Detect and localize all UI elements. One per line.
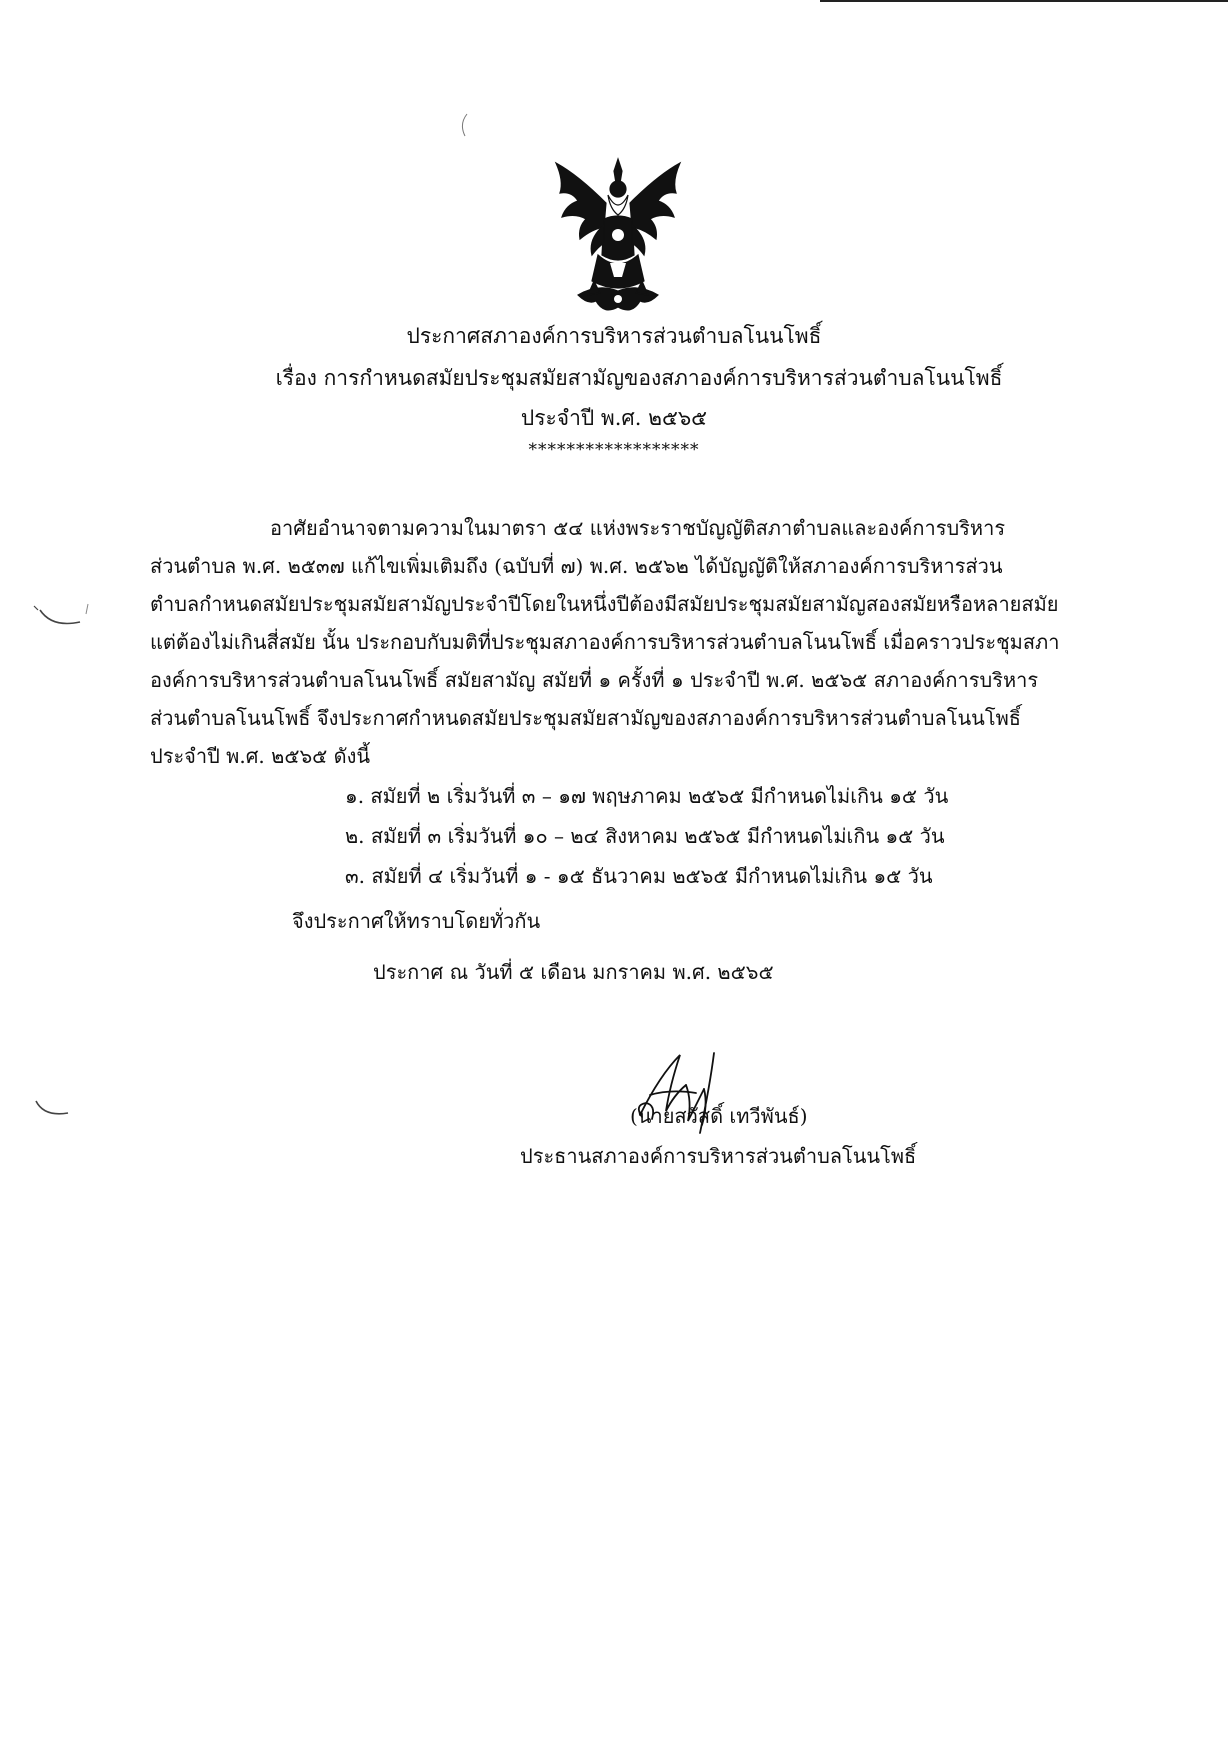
announcement-title: ประกาศสภาองค์การบริหารส่วนตำบลโนนโพธิ์: [406, 324, 822, 348]
body-line: อาศัยอำนาจตามความในมาตรา ๕๔ แห่งพระราชบัญญัติสภาตำบลและองค์การบริหาร: [270, 516, 1006, 540]
top-border-line: [820, 0, 1228, 2]
scan-mark: [455, 112, 475, 140]
body-line: องค์การบริหารส่วนตำบลโนนโพธิ์ สมัยสามัญ สมัยที่ ๑ ครั้งที่ ๑ ประจำปี พ.ศ. ๒๕๖๕ สภาองค์การบริหาร: [150, 668, 1039, 692]
body-line: ประจำปี พ.ศ. ๒๕๖๕ ดังนี้: [150, 744, 371, 768]
session-item: ๑. สมัยที่ ๒ เริ่มวันที่ ๓ – ๑๗ พฤษภาคม ๒๕๖๕ มีกำหนดไม่เกิน ๑๕ วัน: [345, 784, 949, 808]
session-item: ๓. สมัยที่ ๔ เริ่มวันที่ ๑ - ๑๕ ธันวาคม ๒๕๖๕ มีกำหนดไม่เกิน ๑๕ วัน: [345, 864, 933, 888]
body-line: แต่ต้องไม่เกินสี่สมัย นั้น ประกอบกับมติที่ประชุมสภาองค์การบริหารส่วนตำบลโนนโพธิ์ เมื่อคราวประชุมสภา: [150, 630, 1060, 654]
body-line: ส่วนตำบล พ.ศ. ๒๕๓๗ แก้ไขเพิ่มเติมถึง (ฉบับที่ ๗) พ.ศ. ๒๕๖๒ ได้บัญญัติให้สภาองค์การบริหารส่วน: [150, 554, 1003, 578]
announcement-year: ประจำปี พ.ศ. ๒๕๖๕: [520, 406, 708, 430]
date-line: ประกาศ ณ วันที่ ๕ เดือน มกราคม พ.ศ. ๒๕๖๕: [373, 960, 774, 984]
scan-mark: [30, 1095, 80, 1125]
announce-line: จึงประกาศให้ทราบโดยทั่วกัน: [292, 909, 541, 933]
body-line: ตำบลกำหนดสมัยประชุมสมัยสามัญประจำปีโดยในหนึ่งปีต้องมีสมัยประชุมสมัยสามัญสองสมัยหรือหลายสมัย: [150, 592, 1059, 616]
separator-stars: ******************: [528, 440, 700, 460]
announcement-subject: เรื่อง การกำหนดสมัยประชุมสมัยสามัญของสภาองค์การบริหารส่วนตำบลโนนโพธิ์: [275, 366, 1003, 390]
signer-position: ประธานสภาองค์การบริหารส่วนตำบลโนนโพธิ์: [520, 1144, 917, 1168]
signer-name: (นายสวัสดิ์ เทวีพันธ์): [630, 1104, 808, 1128]
garuda-emblem-icon: [548, 155, 688, 320]
session-item: ๒. สมัยที่ ๓ เริ่มวันที่ ๑๐ – ๒๔ สิงหาคม ๒๕๖๕ มีกำหนดไม่เกิน ๑๕ วัน: [345, 824, 945, 848]
body-line: ส่วนตำบลโนนโพธิ์ จึงประกาศกำหนดสมัยประชุมสมัยสามัญของสภาองค์การบริหารส่วนตำบลโนนโพธิ์: [150, 706, 1021, 730]
scan-mark: [30, 600, 90, 640]
